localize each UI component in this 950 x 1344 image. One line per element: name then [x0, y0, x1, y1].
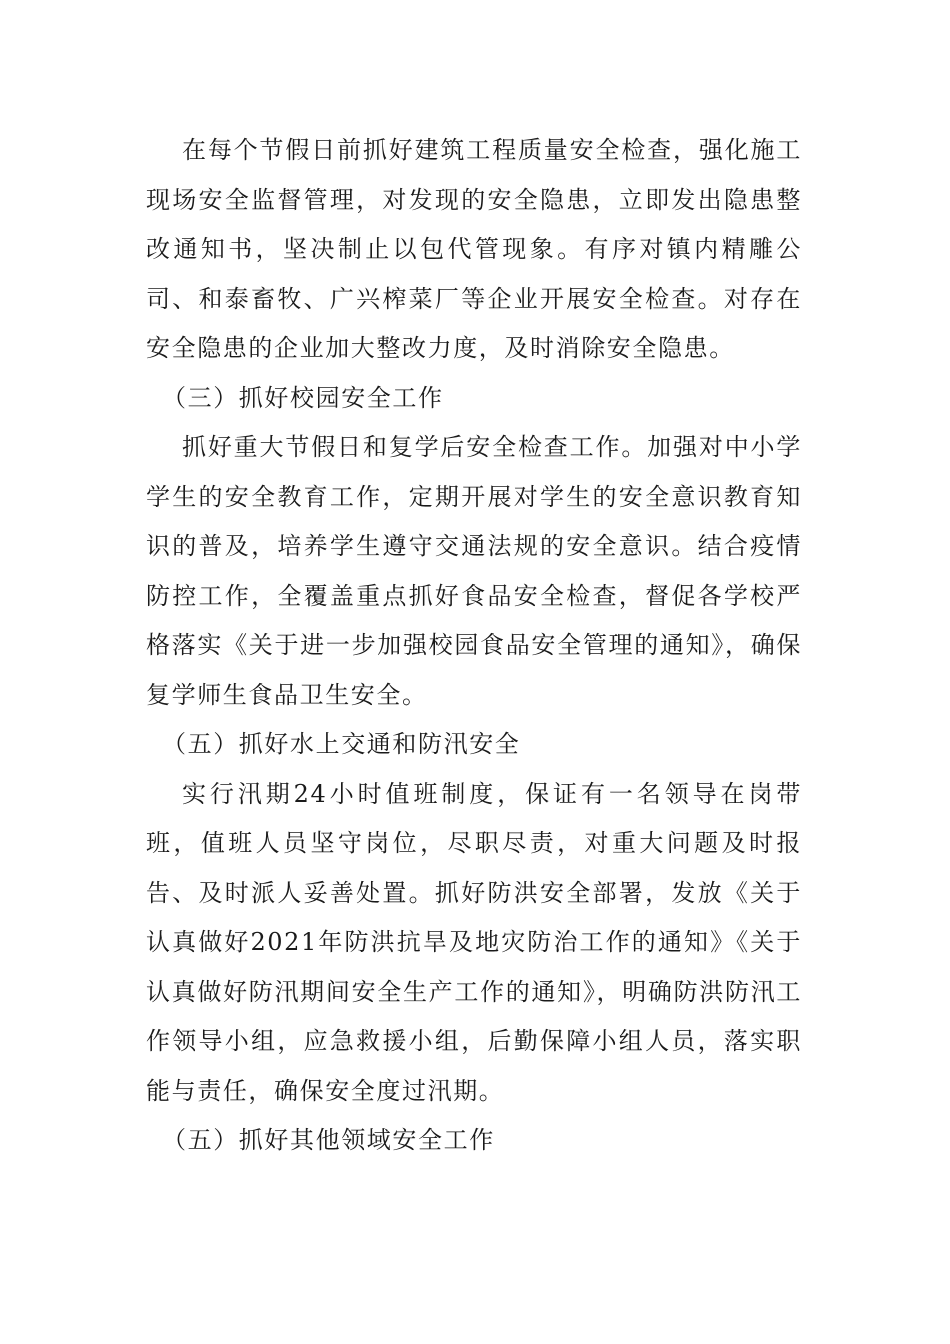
document-body — [146, 126, 802, 1166]
section-heading-other-safety: （五）抓好其他领域安全工作 — [162, 1126, 495, 1154]
paragraph-water-flood-safety: 实行汛期24小时值班制度，保证有一名领导在岗带班，值班人员坚守岗位，尽职尽责，对重大问题及时报告、及时派人妥善处置。抓好防洪安全部署，发放《关于认真做好2021年防洪抗旱及地灾防治工作的通知》《关于认真做好防汛期间安全生产工作的通知》，明确防洪防汛工作领导小组，应急救援小组，后勤保障小组人员，落实职能与责任，确保安全度过汛期。 — [146, 779, 802, 1105]
paragraph-construction-safety: 在每个节假日前抓好建筑工程质量安全检查，强化施工现场安全监督管理，对发现的安全隐患，立即发出隐患整改通知书，坚决制止以包代管现象。有序对镇内精雕公司、和泰畜牧、广兴榨菜厂等企业开展安全检查。对存在安全隐患的企业加大整改力度，及时消除安全隐患。 — [146, 136, 802, 362]
paragraph-campus-safety: 抓好重大节假日和复学后安全检查工作。加强对中小学学生的安全教育工作，定期开展对学生的安全意识教育知识的普及，培养学生遵守交通法规的安全意识。结合疫情防控工作，全覆盖重点抓好食品安全检查，督促各学校严格落实《关于进一步加强校园食品安全管理的通知》，确保复学师生食品卫生安全。 — [146, 433, 802, 709]
section-heading-water-flood-safety: （五）抓好水上交通和防汛安全 — [162, 730, 521, 758]
section-heading-campus-safety: （三）抓好校园安全工作 — [162, 383, 444, 412]
